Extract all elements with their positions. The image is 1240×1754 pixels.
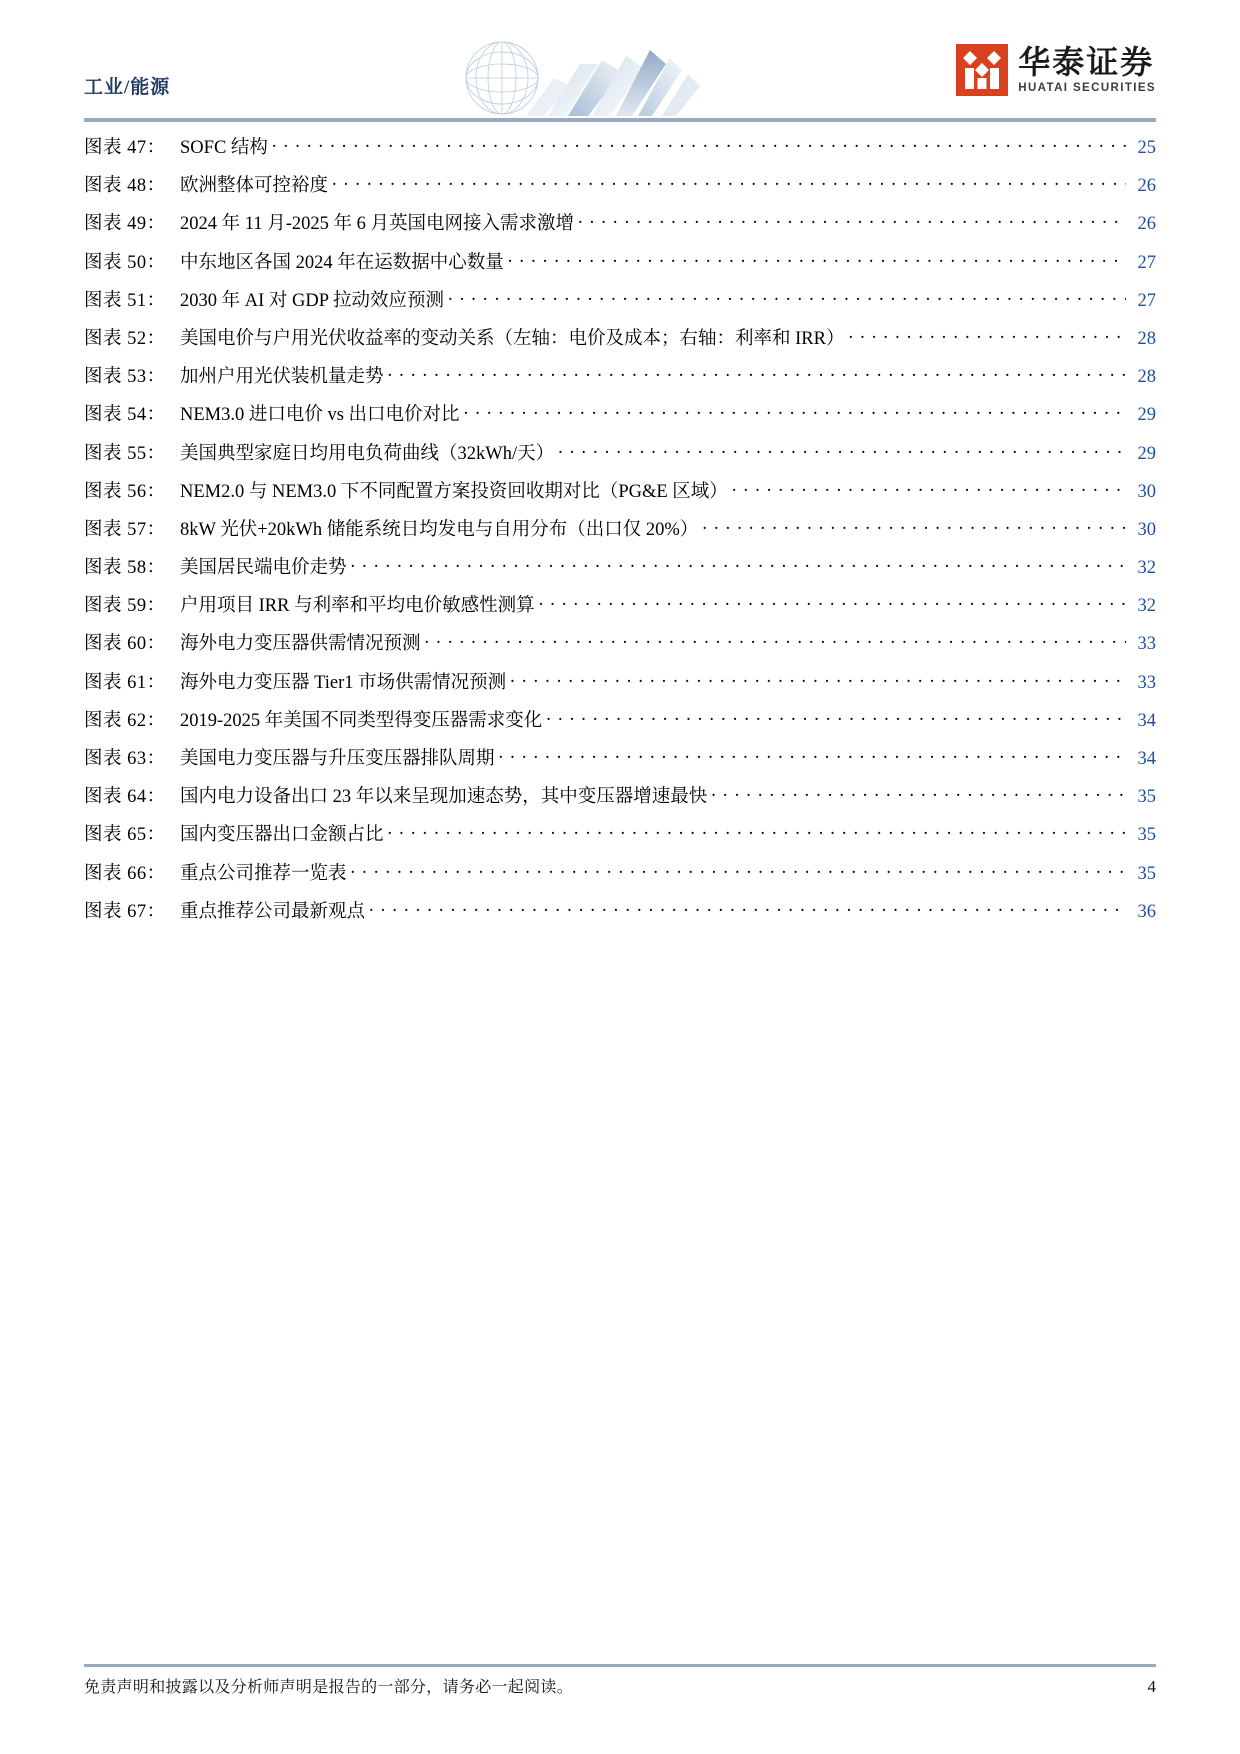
toc-entry-title: 中东地区各国 2024 年在运数据中心数量	[180, 252, 504, 273]
toc-leader-dots	[578, 211, 1126, 230]
toc-entry-page-number: 34	[1137, 749, 1156, 769]
toc-entry-page-number: 28	[1137, 367, 1156, 388]
toc-entry-label: 图表 65：	[84, 825, 166, 846]
toc-entry-label: 图表 55：	[84, 443, 166, 464]
toc-entry[interactable]	[84, 782, 1156, 820]
toc-entry-page-number: 36	[1137, 901, 1156, 922]
company-logo	[956, 44, 1156, 96]
toc-entry[interactable]	[84, 133, 1156, 171]
toc-leader-dots	[464, 402, 1126, 421]
toc-entry-page-number: 35	[1137, 863, 1156, 884]
toc-entry-title: SOFC 结构	[180, 138, 268, 158]
toc-entry-label: 图表 51：	[84, 290, 166, 311]
toc-entry[interactable]	[84, 209, 1156, 247]
toc-entry-label: 图表 54：	[84, 405, 166, 426]
toc-entry[interactable]	[84, 897, 1156, 935]
toc-entry-page-number: 33	[1137, 672, 1156, 693]
toc-entry[interactable]	[84, 171, 1156, 209]
toc-entry[interactable]	[84, 324, 1156, 362]
toc-leader-dots	[425, 631, 1126, 650]
toc-entry-label: 图表 66：	[84, 863, 166, 884]
toc-entry[interactable]	[84, 553, 1156, 591]
toc-leader-dots	[510, 669, 1126, 688]
toc-entry[interactable]	[84, 286, 1156, 324]
toc-leader-dots	[499, 746, 1126, 765]
page-section-title: 工业/能源	[84, 77, 171, 98]
toc-entry-page-number: 32	[1137, 558, 1156, 579]
toc-entry-title: 美国电力变压器与升压变压器排队周期	[180, 749, 495, 769]
toc-entry-title: 海外电力变压器供需情况预测	[180, 634, 421, 655]
footer-disclaimer: 免责声明和披露以及分析师声明是报告的一部分，请务必一起阅读。	[84, 1679, 574, 1696]
logo-wordmark	[1018, 43, 1156, 95]
toc-leader-dots	[272, 135, 1126, 154]
toc-entry-page-number: 27	[1137, 252, 1156, 273]
toc-entry-page-number: 35	[1137, 825, 1156, 846]
toc-entry-label: 图表 47：	[84, 138, 166, 158]
toc-entry-title: 国内电力设备出口 23 年以来呈现加速态势，其中变压器增速最快	[180, 787, 708, 808]
toc-entry-label: 图表 63：	[84, 749, 166, 769]
toc-entry-label: 图表 50：	[84, 252, 166, 273]
toc-leader-dots	[539, 593, 1126, 612]
toc-entry-title: 2024 年 11 月-2025 年 6 月英国电网接入需求激增	[180, 214, 574, 235]
toc-entry-page-number: 30	[1137, 519, 1156, 540]
toc-entry-title: 美国电价与户用光伏收益率的变动关系（左轴：电价及成本；右轴：利率和 IRR）	[180, 328, 845, 349]
page-footer	[84, 1674, 1156, 1697]
toc-leader-dots	[388, 822, 1126, 841]
toc-entry[interactable]	[84, 439, 1156, 477]
toc-leader-dots	[848, 325, 1126, 344]
toc-entry-page-number: 35	[1137, 787, 1156, 808]
huatai-logo-icon	[956, 44, 1008, 96]
toc-leader-dots	[351, 860, 1126, 879]
toc-entry-title: 2030 年 AI 对 GDP 拉动效应预测	[180, 290, 444, 311]
toc-entry-page-number: 25	[1137, 138, 1156, 158]
toc-entry[interactable]	[84, 400, 1156, 438]
toc-entry-title: 美国典型家庭日均用电负荷曲线（32kWh/天）	[180, 443, 555, 464]
toc-entry-title: 国内变压器出口金额占比	[180, 825, 384, 846]
toc-entry[interactable]	[84, 591, 1156, 629]
toc-entry-title: 重点公司推荐一览表	[180, 863, 347, 884]
toc-entry-title: NEM3.0 进口电价 vs 出口电价对比	[180, 405, 460, 426]
toc-entry-label: 图表 58：	[84, 558, 166, 579]
toc-leader-dots	[702, 516, 1126, 535]
toc-entry-label: 图表 52：	[84, 328, 166, 349]
toc-entry[interactable]	[84, 668, 1156, 706]
toc-entry-label: 图表 61：	[84, 672, 166, 693]
toc-leader-dots	[711, 784, 1126, 803]
toc-entry[interactable]	[84, 362, 1156, 400]
toc-entry-title: 美国居民端电价走势	[180, 558, 347, 579]
toc-entry-label: 图表 48：	[84, 176, 166, 197]
toc-entry-page-number: 29	[1137, 405, 1156, 426]
toc-entry-title: 重点推荐公司最新观点	[180, 901, 366, 922]
toc-entry-label: 图表 53：	[84, 367, 166, 388]
toc-entry[interactable]	[84, 744, 1156, 782]
toc-entry-label: 图表 56：	[84, 481, 166, 502]
toc-entry[interactable]	[84, 477, 1156, 515]
toc-entry-label: 图表 62：	[84, 710, 166, 731]
toc-entry-label: 图表 60：	[84, 634, 166, 655]
logo-name-en: HUATAI SECURITIES	[1018, 81, 1156, 94]
toc-entry-page-number: 33	[1137, 634, 1156, 655]
toc-leader-dots	[388, 364, 1126, 383]
toc-leader-dots	[546, 707, 1126, 726]
toc-entry-page-number: 34	[1137, 710, 1156, 731]
header-decorative-graphic	[430, 30, 730, 120]
toc-entry-label: 图表 57：	[84, 519, 166, 540]
toc-leader-dots	[558, 440, 1126, 459]
toc-entry-title: 户用项目 IRR 与利率和平均电价敏感性测算	[180, 596, 535, 617]
toc-leader-dots	[332, 173, 1126, 192]
toc-entry-title: 欧洲整体可控裕度	[180, 176, 329, 197]
toc-entry[interactable]	[84, 629, 1156, 667]
toc-entry-page-number: 26	[1137, 176, 1156, 197]
toc-entry-label: 图表 64：	[84, 787, 166, 808]
footer-divider-rule	[84, 1664, 1156, 1667]
footer-page-number: 4	[1147, 1677, 1156, 1696]
toc-leader-dots	[732, 478, 1126, 497]
toc-entry-page-number: 30	[1137, 481, 1156, 502]
toc-entry[interactable]	[84, 706, 1156, 744]
toc-leader-dots	[508, 249, 1126, 268]
page-header	[0, 0, 1240, 122]
toc-entry[interactable]	[84, 248, 1156, 286]
toc-entry-label: 图表 67：	[84, 901, 166, 922]
toc-entry-page-number: 29	[1137, 443, 1156, 464]
toc-entry-label: 图表 59：	[84, 596, 166, 617]
header-divider-rule	[84, 118, 1156, 122]
toc-entry[interactable]	[84, 859, 1156, 897]
logo-name-cn: 华泰证券	[1018, 43, 1155, 80]
toc-entry-title: NEM2.0 与 NEM3.0 下不同配置方案投资回收期对比（PG&E 区域）	[180, 481, 728, 502]
toc-entry-label: 图表 49：	[84, 214, 166, 235]
figure-table-of-contents	[84, 133, 1156, 935]
toc-entry-title: 8kW 光伏+20kWh 储能系统日均发电与自用分布（出口仅 20%）	[180, 519, 699, 540]
toc-leader-dots	[448, 287, 1126, 306]
toc-entry-title: 2019-2025 年美国不同类型得变压器需求变化	[180, 710, 543, 731]
toc-leader-dots	[351, 555, 1126, 574]
toc-entry-title: 加州户用光伏装机量走势	[180, 367, 384, 388]
toc-entry[interactable]	[84, 820, 1156, 858]
toc-leader-dots	[369, 898, 1126, 917]
toc-entry-title: 海外电力变压器 Tier1 市场供需情况预测	[180, 672, 507, 693]
toc-entry-page-number: 27	[1137, 290, 1156, 311]
toc-entry[interactable]	[84, 515, 1156, 553]
toc-entry-page-number: 28	[1137, 328, 1156, 349]
toc-entry-page-number: 26	[1137, 214, 1156, 235]
toc-entry-page-number: 32	[1137, 596, 1156, 617]
